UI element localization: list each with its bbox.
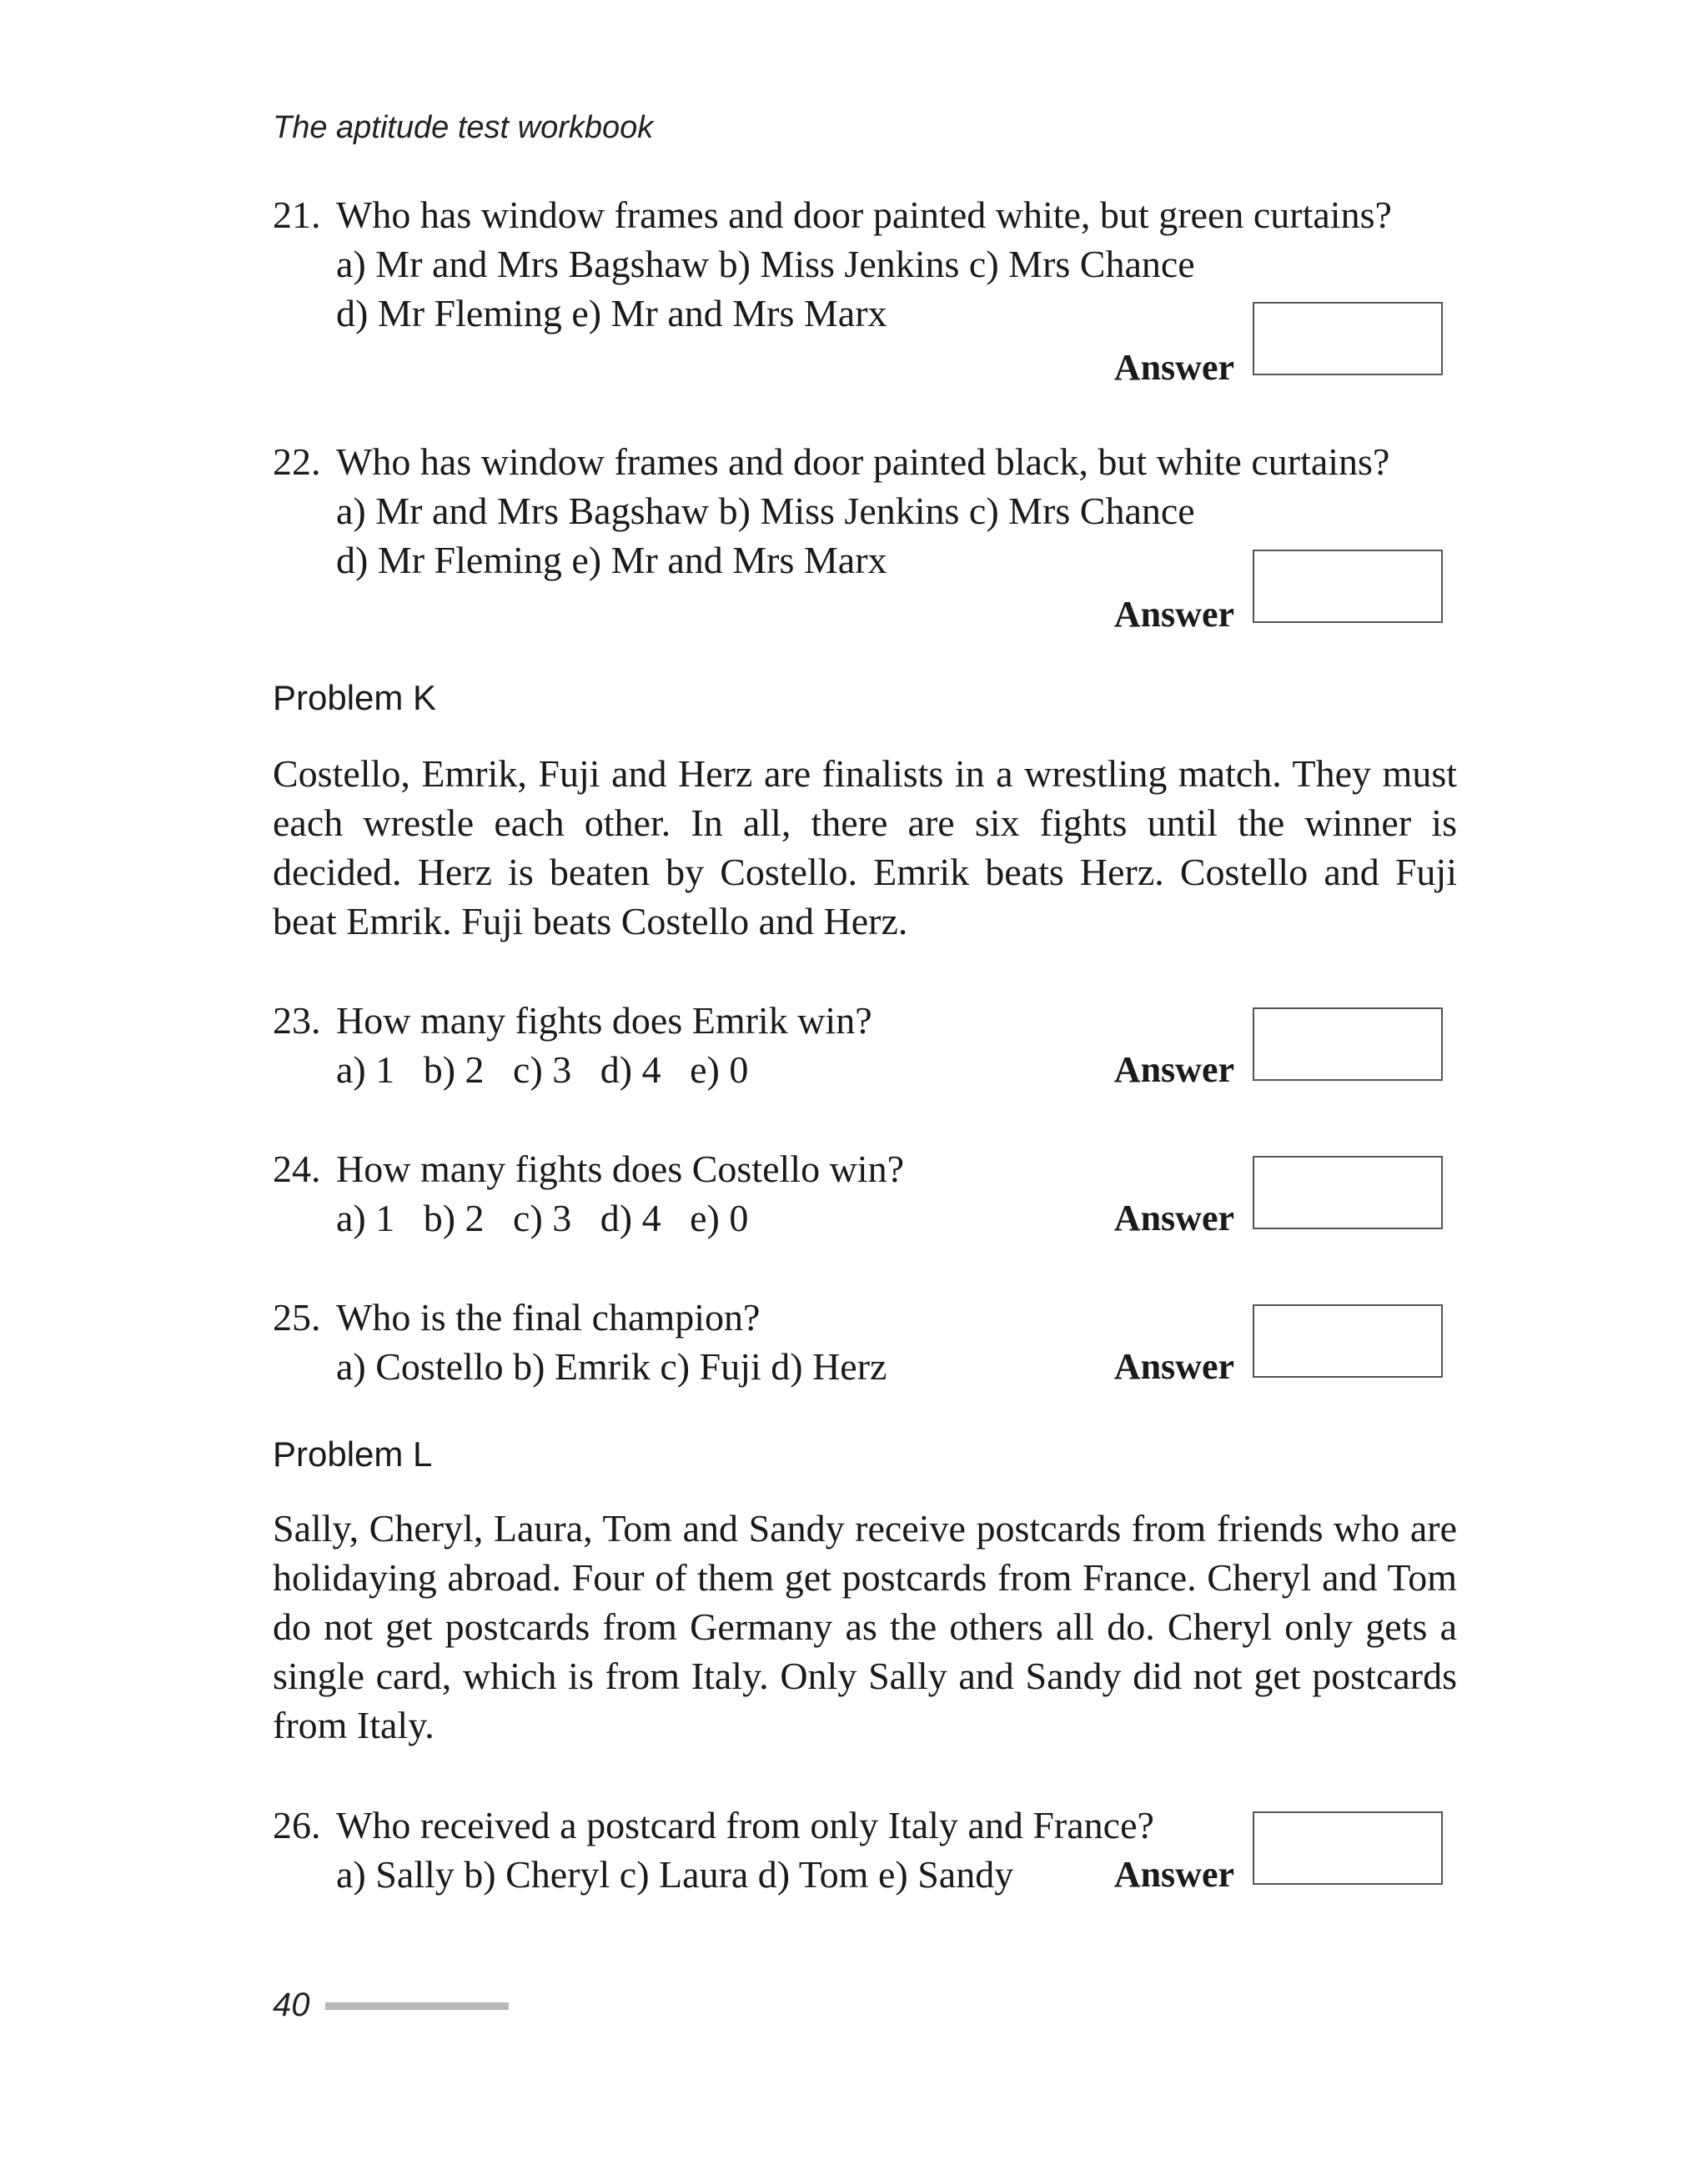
answer-box-23[interactable] [1253,1007,1443,1081]
question-options: a) 1 b) 2 c) 3 d) 4 e) 0 [336,1048,749,1091]
question-text: Who has window frames and door painted white, but green curtains? [336,193,1392,236]
answer-box-26[interactable] [1253,1811,1443,1885]
question-options: a) 1 b) 2 c) 3 d) 4 e) 0 [336,1197,749,1239]
problem-l-heading: Problem L [273,1434,433,1474]
answer-label-23: Answer [1113,1049,1234,1090]
question-text: Who received a postcard from only Italy and France? [336,1804,1154,1846]
problem-l-text: Sally, Cheryl, Laura, Tom and Sandy receive postcards from friends who are holidaying abroad. Four of them get postcards from France. Cheryl and Tom do not get postcards from Germany as the others all do. Cheryl only gets a single card, which is from Italy. Only Sally and Sandy did not get postcards from Italy. [273,1507,1457,1746]
answer-box-21[interactable] [1253,302,1443,375]
question-options: a) Mr and Mrs Bagshaw b) Miss Jenkins c) Mrs Chance [336,490,1195,532]
answer-box-24[interactable] [1253,1156,1443,1229]
question-text: How many fights does Emrik win? [336,999,872,1042]
question-text: How many fights does Costello win? [336,1148,904,1190]
answer-box-25[interactable] [1253,1304,1443,1378]
running-header: The aptitude test workbook [273,110,654,145]
question-number: 23. [273,999,321,1042]
question-options: d) Mr Fleming e) Mr and Mrs Marx [336,539,887,581]
question-number: 21. [273,193,321,236]
question-options: a) Costello b) Emrik c) Fuji d) Herz [336,1345,887,1388]
answer-label-26: Answer [1113,1854,1234,1895]
answer-box-22[interactable] [1253,550,1443,623]
question-number: 26. [273,1804,321,1846]
answer-label-21: Answer [1113,347,1234,388]
answer-label-25: Answer [1113,1346,1234,1387]
answer-label-24: Answer [1113,1198,1234,1238]
footer-rule [325,2002,509,2010]
question-text: Who is the final champion? [336,1296,761,1339]
question-number: 25. [273,1296,321,1339]
answer-label-22: Answer [1113,594,1234,635]
problem-k-heading: Problem K [273,678,437,717]
question-options: a) Sally b) Cheryl c) Laura d) Tom e) Sandy [336,1853,1014,1896]
question-number: 22. [273,440,321,483]
question-options: d) Mr Fleming e) Mr and Mrs Marx [336,292,887,334]
question-text: Who has window frames and door painted black, but white curtains? [336,440,1390,483]
question-options: a) Mr and Mrs Bagshaw b) Miss Jenkins c) Mrs Chance [336,243,1195,285]
problem-k-text: Costello, Emrik, Fuji and Herz are finalists in a wrestling match. They must each wrestle each other. In all, there are six fights until the winner is decided. Herz is beaten by Costello. Emrik beats Herz. Costello and Fuji beat Emrik. Fuji beats Costello and Herz. [273,752,1457,942]
question-number: 24. [273,1148,321,1190]
page-number: 40 [273,1987,310,2023]
